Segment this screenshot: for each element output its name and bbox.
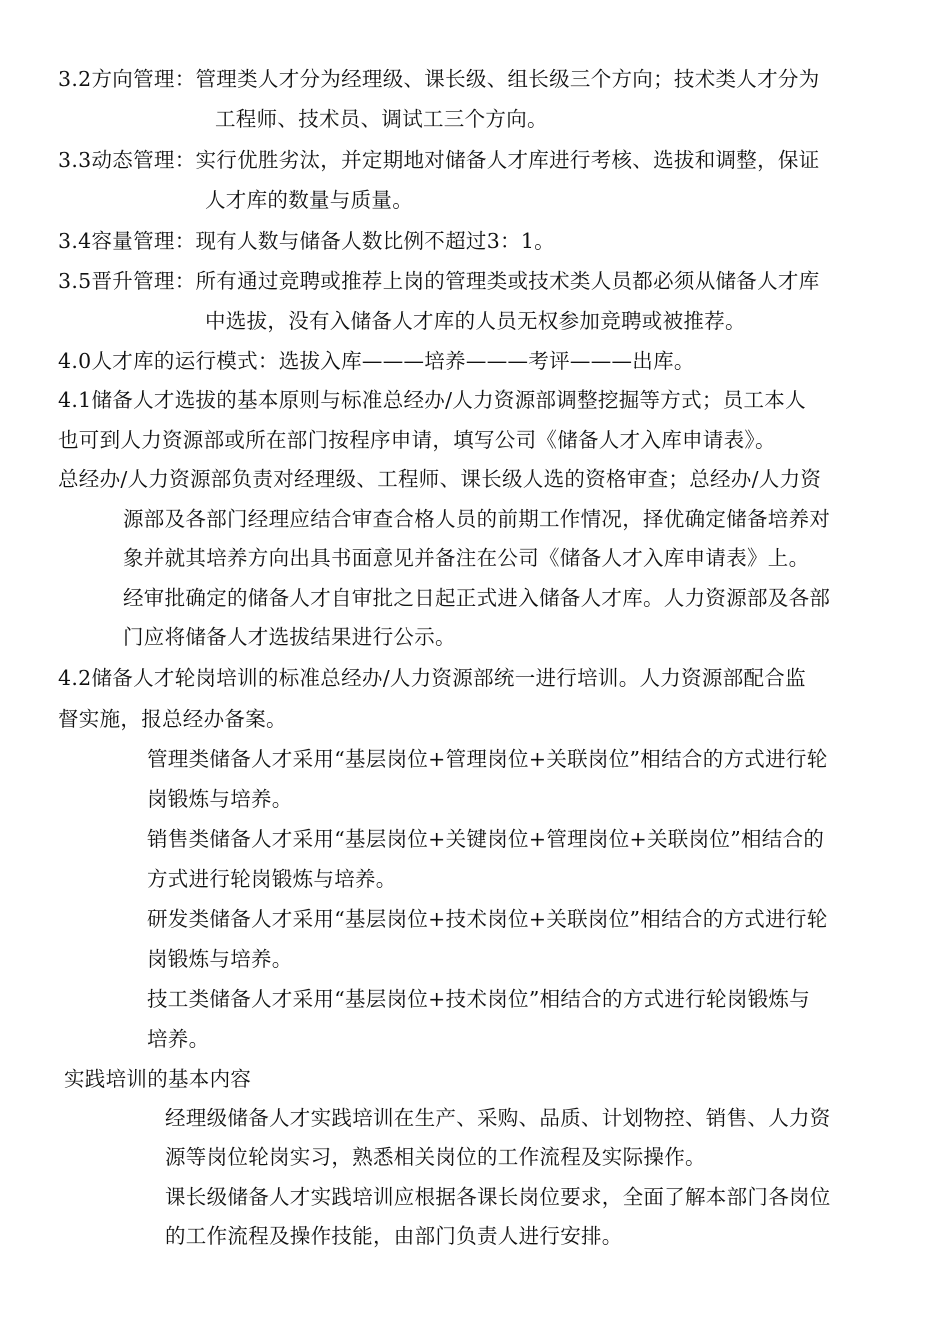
- text-line: 销售类储备人才采用“基层岗位+关键岗位+管理岗位+关联岗位”相结合的: [147, 827, 825, 851]
- text-line: 4.2储备人才轮岗培训的标准总经办/人力资源部统一进行培训。人力资源部配合监: [58, 666, 806, 690]
- text-line: 方式进行轮岗锻炼与培养。: [147, 867, 397, 891]
- text-line: 督实施，报总经办备案。: [58, 707, 287, 731]
- text-line: 3.4容量管理：现有人数与储备人数比例不超过3：1。: [58, 229, 555, 253]
- text-line: 管理类储备人才采用“基层岗位+管理岗位+关联岗位”相结合的方式进行轮: [147, 747, 828, 771]
- text-line: 象并就其培养方向出具书面意见并备注在公司《储备人才入库申请表》上。: [123, 546, 810, 570]
- text-line: 3.5晋升管理：所有通过竞聘或推荐上岗的管理类或技术类人员都必须从储备人才库: [58, 269, 820, 293]
- text-line: 4.0人才库的运行模式：选拔入库———培养———考评———出库。: [58, 349, 695, 373]
- text-line: 人才库的数量与质量。: [205, 188, 413, 212]
- text-line: 经审批确定的储备人才自审批之日起正式进入储备人才库。人力资源部及各部: [123, 586, 831, 610]
- text-line: 经理级储备人才实践培训在生产、采购、品质、计划物控、销售、人力资: [165, 1106, 831, 1130]
- text-line: 培养。: [147, 1027, 210, 1051]
- section-heading: 实践培训的基本内容: [64, 1067, 252, 1091]
- text-line: 门应将储备人才选拔结果进行公示。: [123, 625, 456, 649]
- text-line: 的工作流程及操作技能，由部门负责人进行安排。: [165, 1224, 623, 1248]
- text-line: 也可到人力资源部或所在部门按程序申请，填写公司《储备人才入库申请表》。: [58, 428, 776, 452]
- text-line: 研发类储备人才采用“基层岗位+技术岗位+关联岗位”相结合的方式进行轮: [147, 907, 828, 931]
- text-line: 岗锻炼与培养。: [147, 947, 293, 971]
- text-line: 中选拔，没有入储备人才库的人员无权参加竞聘或被推荐。: [205, 309, 746, 333]
- text-line: 源等岗位轮岗实习，熟悉相关岗位的工作流程及实际操作。: [165, 1145, 706, 1169]
- text-line: 岗锻炼与培养。: [147, 787, 293, 811]
- text-line: 3.3动态管理：实行优胜劣汰，并定期地对储备人才库进行考核、选拔和调整，保证: [58, 148, 820, 172]
- text-line: 源部及各部门经理应结合审查合格人员的前期工作情况，择优确定储备培养对: [123, 507, 831, 531]
- text-line: 课长级储备人才实践培训应根据各课长岗位要求，全面了解本部门各岗位: [165, 1185, 831, 1209]
- text-line: 4.1储备人才选拔的基本原则与标准总经办/人力资源部调整挖掘等方式；员工本人: [58, 388, 806, 412]
- text-line: 总经办/人力资源部负责对经理级、工程师、课长级人选的资格审查；总经办/人力资: [58, 467, 822, 491]
- text-line: 3.2方向管理：管理类人才分为经理级、课长级、组长级三个方向；技术类人才分为: [58, 67, 820, 91]
- text-line: 工程师、技术员、调试工三个方向。: [215, 107, 548, 131]
- text-line: 技工类储备人才采用“基层岗位+技术岗位”相结合的方式进行轮岗锻炼与: [147, 987, 811, 1011]
